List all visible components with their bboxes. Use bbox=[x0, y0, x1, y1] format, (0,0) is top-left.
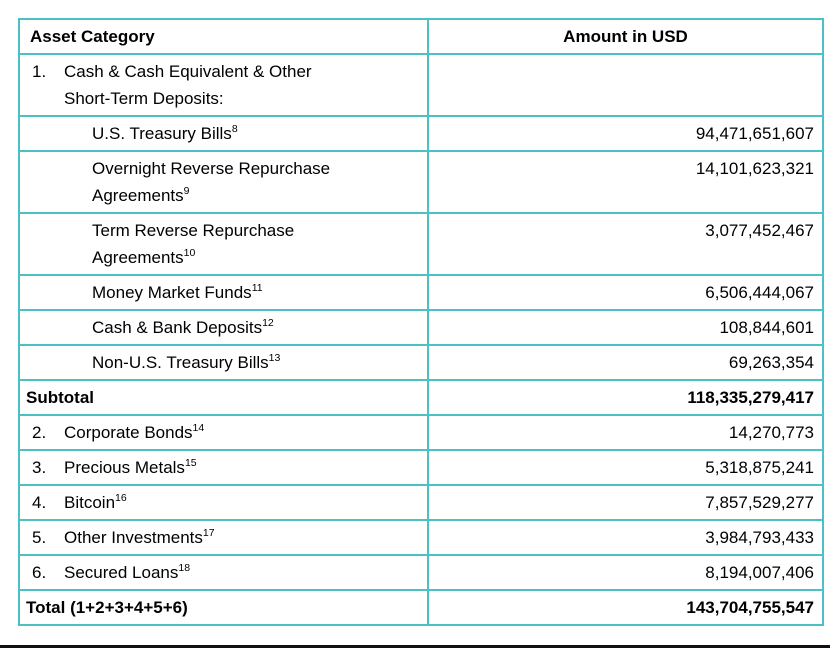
asset-category-cell bbox=[19, 116, 428, 151]
asset-category-content bbox=[20, 419, 421, 446]
asset-category-label: Secured Loans bbox=[64, 563, 179, 582]
asset-category-label: Non-U.S. Treasury Bills bbox=[92, 353, 269, 372]
asset-category-content bbox=[20, 279, 421, 306]
asset-category-label: Corporate Bonds bbox=[64, 423, 193, 442]
amount-cell: 108,844,601 bbox=[428, 310, 823, 345]
asset-category-label: Cash & Bank Deposits bbox=[92, 318, 263, 337]
asset-label-wrap bbox=[64, 454, 197, 481]
asset-category-label: Other Investments bbox=[64, 528, 203, 547]
asset-label-wrap bbox=[64, 489, 127, 516]
asset-category-cell bbox=[19, 450, 428, 485]
table-header bbox=[19, 19, 823, 54]
table-body bbox=[19, 54, 823, 625]
asset-category-content bbox=[20, 524, 421, 551]
asset-category-content bbox=[20, 489, 421, 516]
asset-label-wrap bbox=[26, 594, 188, 621]
table-row-group bbox=[19, 54, 823, 116]
asset-category-label: Total (1+2+3+4+5+6) bbox=[26, 598, 188, 617]
header-asset-category: Asset Category bbox=[19, 19, 428, 54]
amount-cell: 118,335,279,417 bbox=[428, 380, 823, 415]
asset-category-content bbox=[20, 384, 421, 411]
asset-category-cell bbox=[19, 380, 428, 415]
asset-label-wrap bbox=[64, 524, 215, 551]
footnote-reference: 18 bbox=[178, 562, 191, 574]
asset-category-content bbox=[20, 559, 421, 586]
asset-label-wrap bbox=[64, 419, 204, 446]
table-row-sub bbox=[19, 310, 823, 345]
asset-label-wrap bbox=[64, 559, 190, 586]
footnote-reference: 10 bbox=[183, 247, 196, 259]
asset-category-cell bbox=[19, 485, 428, 520]
footnote-reference: 8 bbox=[231, 123, 238, 135]
asset-category-label: Term Reverse Repurchase Agreements bbox=[92, 221, 295, 267]
item-number: 6. bbox=[32, 563, 47, 582]
asset-category-label: Money Market Funds bbox=[92, 283, 252, 302]
asset-category-cell bbox=[19, 213, 428, 275]
asset-category-content bbox=[20, 155, 421, 209]
asset-category-label: Cash & Cash Equivalent & Other Short-Term Deposits: bbox=[64, 62, 312, 108]
amount-cell: 7,857,529,277 bbox=[428, 485, 823, 520]
asset-label-wrap bbox=[92, 349, 280, 376]
asset-category-label: U.S. Treasury Bills bbox=[92, 124, 232, 143]
asset-category-cell bbox=[19, 555, 428, 590]
asset-category-content bbox=[20, 314, 421, 341]
footnote-reference: 9 bbox=[183, 185, 190, 197]
table-row-sub bbox=[19, 151, 823, 213]
asset-category-cell bbox=[19, 520, 428, 555]
asset-category-cell bbox=[19, 151, 428, 213]
item-number: 1. bbox=[32, 62, 47, 81]
asset-category-label: Bitcoin bbox=[64, 493, 116, 512]
asset-category-cell bbox=[19, 310, 428, 345]
header-row bbox=[19, 19, 823, 54]
asset-category-content bbox=[20, 58, 421, 112]
asset-label-wrap bbox=[92, 279, 263, 306]
asset-category-label: Subtotal bbox=[26, 388, 94, 407]
asset-label-wrap bbox=[64, 58, 329, 112]
table-row-total bbox=[19, 380, 823, 415]
asset-category-label: Overnight Reverse Repurchase Agreements bbox=[92, 159, 331, 205]
asset-category-content bbox=[20, 594, 421, 621]
asset-category-content bbox=[20, 217, 421, 271]
table-row-item bbox=[19, 415, 823, 450]
table-row-sub bbox=[19, 116, 823, 151]
asset-label-wrap bbox=[92, 120, 238, 147]
item-number: 3. bbox=[32, 458, 47, 477]
amount-cell: 8,194,007,406 bbox=[428, 555, 823, 590]
footnote-reference: 16 bbox=[115, 492, 127, 504]
amount-cell: 3,984,793,433 bbox=[428, 520, 823, 555]
asset-category-cell bbox=[19, 275, 428, 310]
asset-label-wrap bbox=[92, 155, 357, 209]
table-row-sub bbox=[19, 213, 823, 275]
amount-cell bbox=[428, 54, 823, 116]
amount-cell: 5,318,875,241 bbox=[428, 450, 823, 485]
table-row-item bbox=[19, 555, 823, 590]
footnote-reference: 14 bbox=[192, 422, 205, 434]
item-number: 4. bbox=[32, 493, 47, 512]
amount-cell: 94,471,651,607 bbox=[428, 116, 823, 151]
footnote-reference: 12 bbox=[262, 317, 274, 329]
item-number: 2. bbox=[32, 423, 47, 442]
asset-category-content bbox=[20, 349, 421, 376]
asset-category-cell bbox=[19, 345, 428, 380]
asset-label-wrap bbox=[26, 384, 94, 411]
asset-label-wrap bbox=[92, 314, 274, 341]
asset-category-cell bbox=[19, 54, 428, 116]
amount-cell: 3,077,452,467 bbox=[428, 213, 823, 275]
asset-category-content bbox=[20, 454, 421, 481]
table-row-sub bbox=[19, 275, 823, 310]
amount-cell: 6,506,444,067 bbox=[428, 275, 823, 310]
table-row-sub bbox=[19, 345, 823, 380]
amount-cell: 14,270,773 bbox=[428, 415, 823, 450]
asset-category-label: Precious Metals bbox=[64, 458, 185, 477]
table-row-item bbox=[19, 450, 823, 485]
asset-category-cell bbox=[19, 415, 428, 450]
amount-cell: 69,263,354 bbox=[428, 345, 823, 380]
asset-label-wrap bbox=[92, 217, 357, 271]
table-row-item bbox=[19, 485, 823, 520]
asset-category-cell bbox=[19, 590, 428, 625]
table-row-total bbox=[19, 590, 823, 625]
footnote-reference: 13 bbox=[268, 352, 281, 364]
page-bottom-rule bbox=[0, 645, 830, 648]
item-number: 5. bbox=[32, 528, 47, 547]
footnote-reference: 11 bbox=[251, 282, 263, 294]
header-amount-in-usd: Amount in USD bbox=[428, 19, 823, 54]
asset-category-content bbox=[20, 120, 421, 147]
footnote-reference: 17 bbox=[202, 527, 215, 539]
amount-cell: 14,101,623,321 bbox=[428, 151, 823, 213]
asset-category-table bbox=[18, 18, 824, 626]
amount-cell: 143,704,755,547 bbox=[428, 590, 823, 625]
table-row-item bbox=[19, 520, 823, 555]
footnote-reference: 15 bbox=[184, 457, 197, 469]
